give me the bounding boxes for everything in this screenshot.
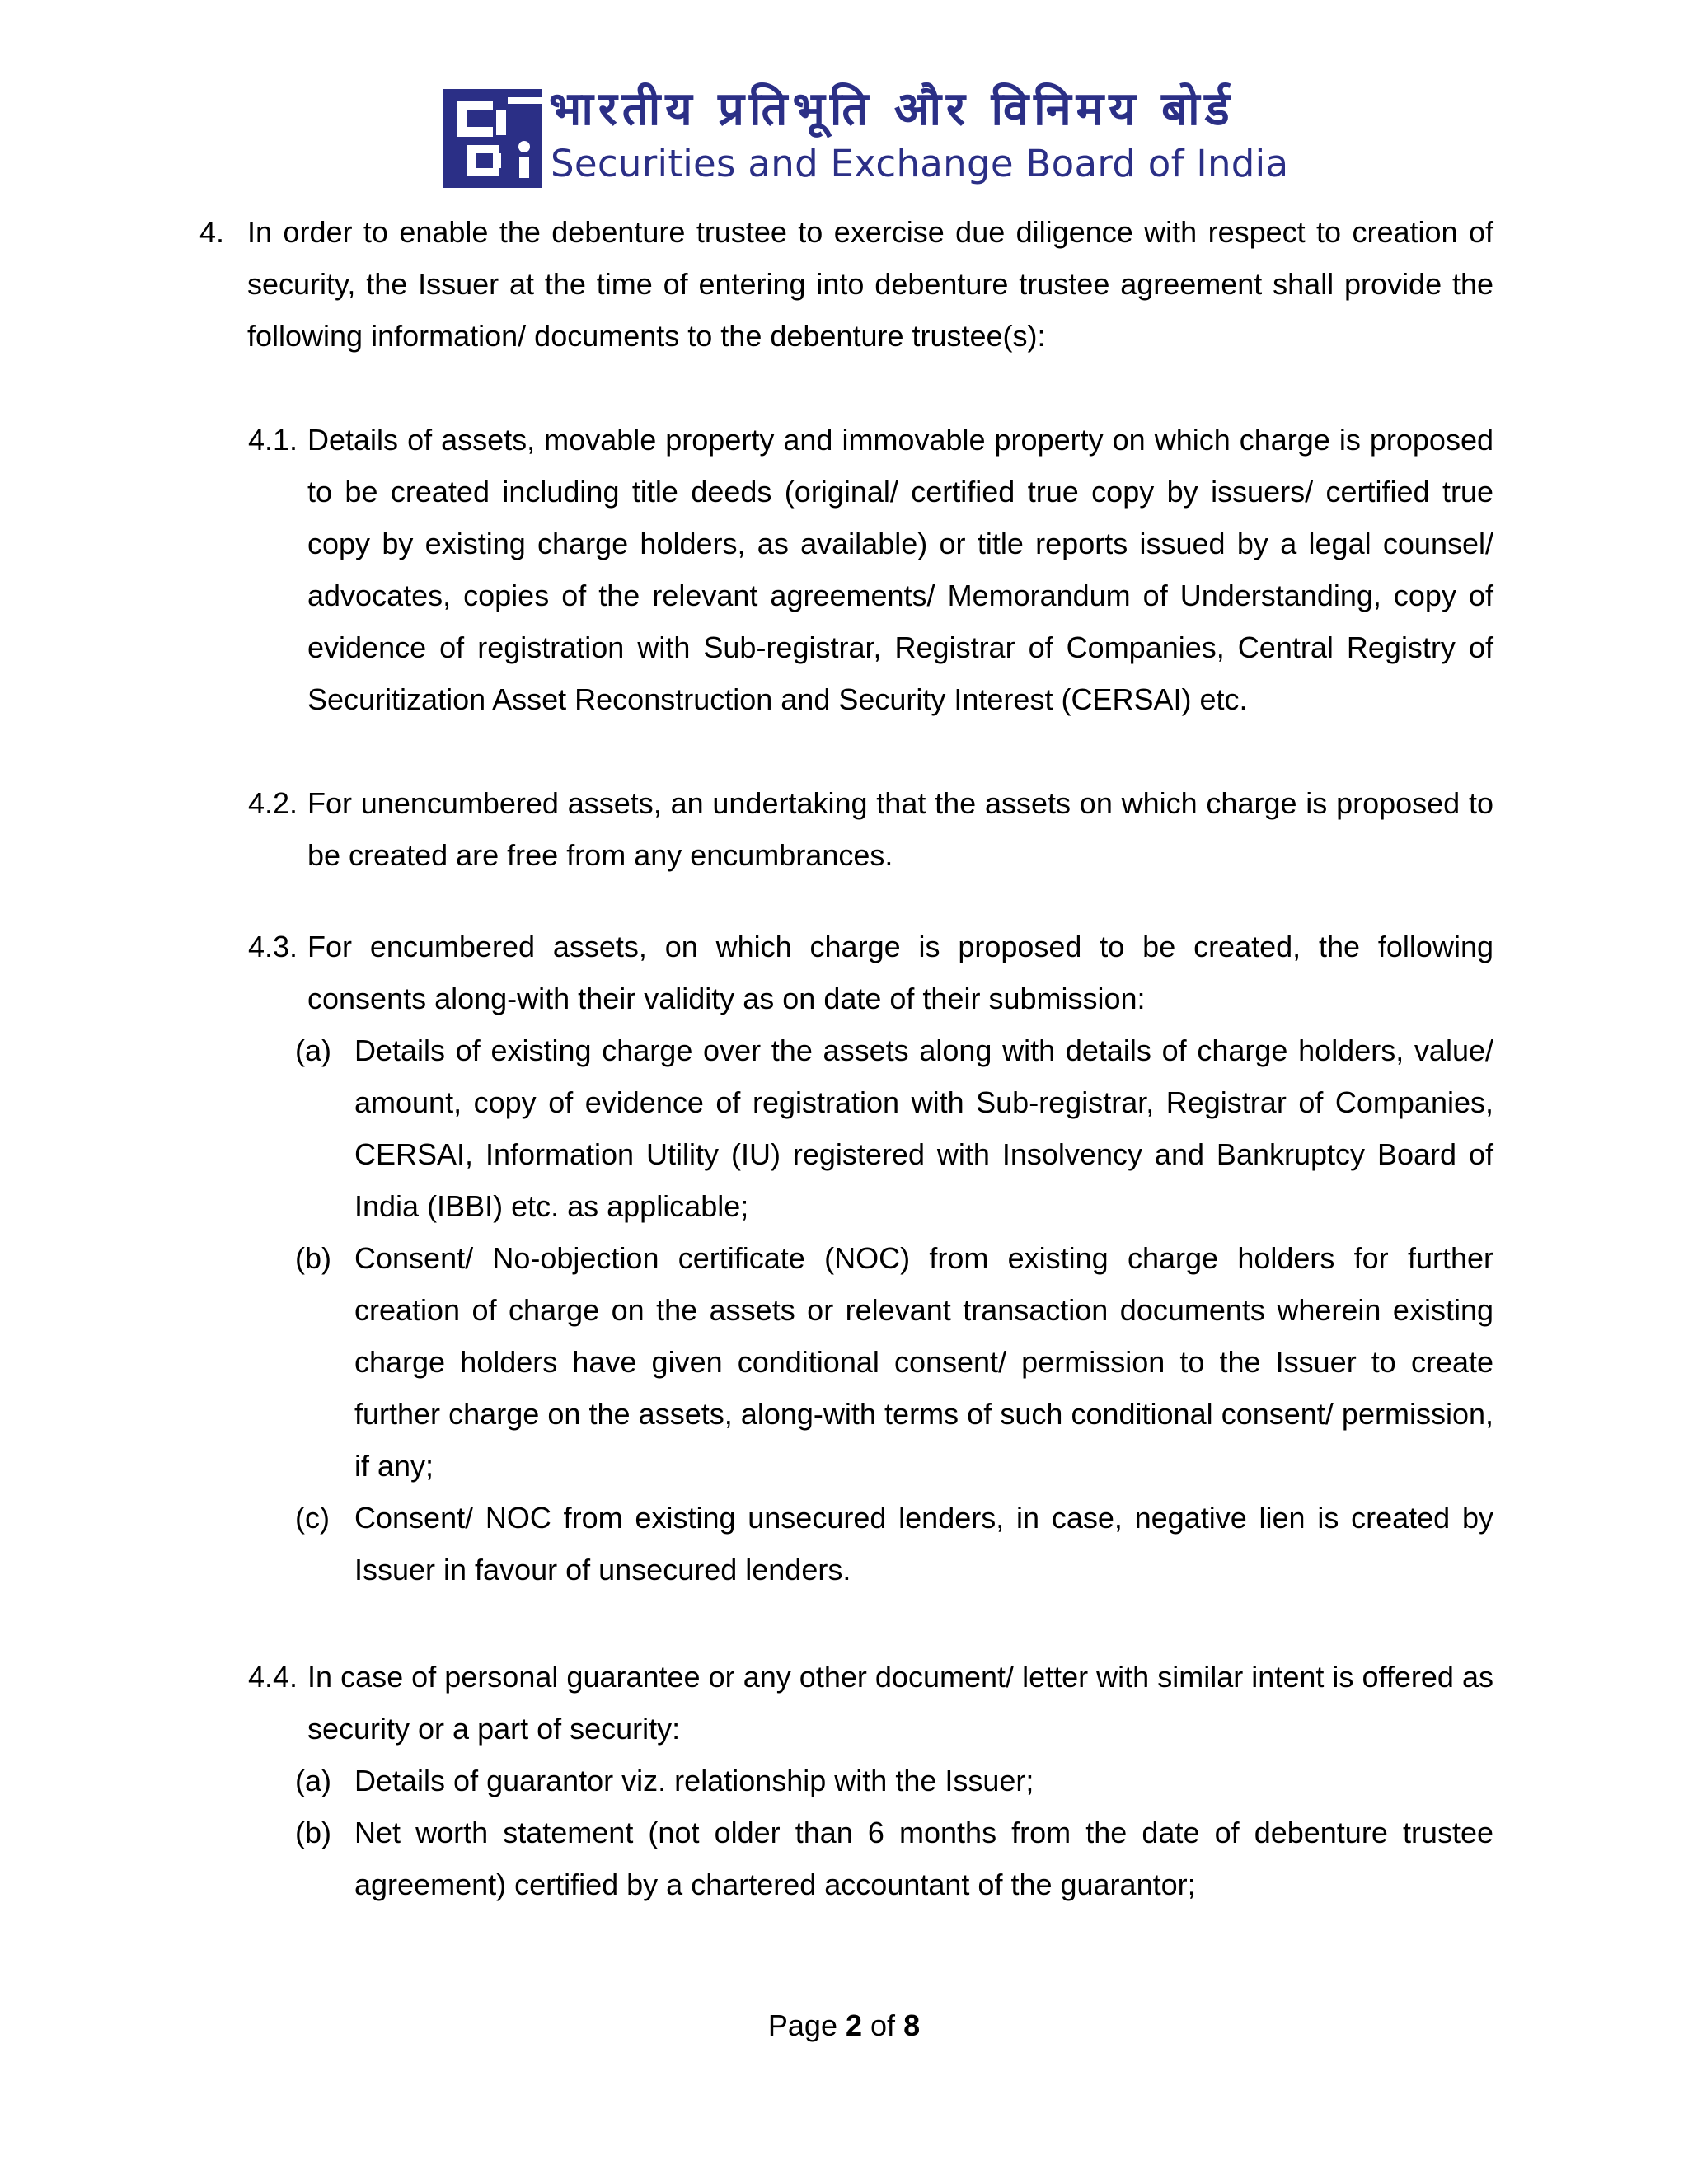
clause-4 [199,206,1493,362]
page-of: of [870,2008,896,2042]
clause-text: For encumbered assets, on which charge is proposed to be created, the following consents along-with their validity as on date of their submission: [307,930,1493,1015]
item-text: Consent/ NOC from existing unsecured lenders, in case, negative lien is created by Issuer in favour of unsecured lenders. [354,1501,1493,1586]
list-item [295,1232,1493,1492]
list-item [295,1755,1493,1807]
clause-text: In case of personal guarantee or any other document/ letter with similar intent is offered as security or a part of security: [307,1660,1493,1746]
item-text: Details of existing charge over the assets along with details of charge holders, value/ amount, copy of evidence of registration with Sub-registrar, Registrar of Companies, CERSAI, Information Utility (IU) registered with Insolvency and Bankruptcy Board of India (IBBI) etc. as applicable; [354,1033,1493,1223]
clause-text: In order to enable the debenture trustee to exercise due diligence with respect to creation of security, the Issuer at the time of entering into debenture trustee agreement shall provide the following information/ documents to the debenture trustee(s): [247,215,1493,353]
sebi-logo-icon [442,87,544,190]
english-org-name: Securities and Exchange Board of India [551,142,1289,185]
page-number [0,2008,1688,2044]
clause-4-1 [248,414,1493,725]
item-label: (a) [295,1033,331,1067]
item-text: Net worth statement (not older than 6 months from the date of debenture trustee agreement) certified by a chartered accountant of the guarantor; [354,1816,1493,1901]
clause-number: 4. [199,215,225,249]
clause-4-3 [248,921,1493,1024]
clause-4-2 [248,777,1493,881]
item-text: Consent/ No-objection certificate (NOC) from existing charge holders for further creation of charge on the assets or relevant transaction documents wherein existing charge holders have given conditional consent/ permission to the Issuer to create further charge on the assets, along-with terms of such conditional consent/ permission, if any; [354,1241,1493,1483]
hindi-org-name: भारतीय प्रतिभूति और विनिमय बोर्ड [549,82,1235,136]
item-text: Details of guarantor viz. relationship with the Issuer; [354,1764,1034,1797]
list-item [295,1024,1493,1232]
clause-number: 4.1. [248,423,298,457]
page-prefix: Page [767,2008,837,2042]
item-label: (b) [295,1816,331,1849]
item-label: (c) [295,1501,330,1535]
item-label: (b) [295,1241,331,1275]
list-item [295,1492,1493,1596]
total-pages: 8 [903,2008,921,2042]
clause-text: For unencumbered assets, an undertaking that the assets on which charge is proposed to be created are free from any encumbrances. [307,786,1493,872]
clause-4-4 [248,1651,1493,1755]
item-label: (a) [295,1764,331,1797]
clause-number: 4.4. [248,1660,298,1694]
clause-text: Details of assets, movable property and immovable property on which charge is proposed to be created including title deeds (original/ certified true copy by issuers/ certified true copy by existing charge holders, as available) or title reports issued by a legal counsel/ advocates, copies of the relevant agreements/ Memorandum of Understanding, copy of evidence of registration with Sub-registrar, Registrar of Companies, Central Registry of Securitization Asset Reconstruction and Security Interest (CERSAI) etc. [307,423,1493,716]
clause-number: 4.3. [248,930,298,963]
sebi-header [442,82,1289,191]
list-item [295,1807,1493,1910]
clause-number: 4.2. [248,786,298,820]
current-page: 2 [845,2008,863,2042]
